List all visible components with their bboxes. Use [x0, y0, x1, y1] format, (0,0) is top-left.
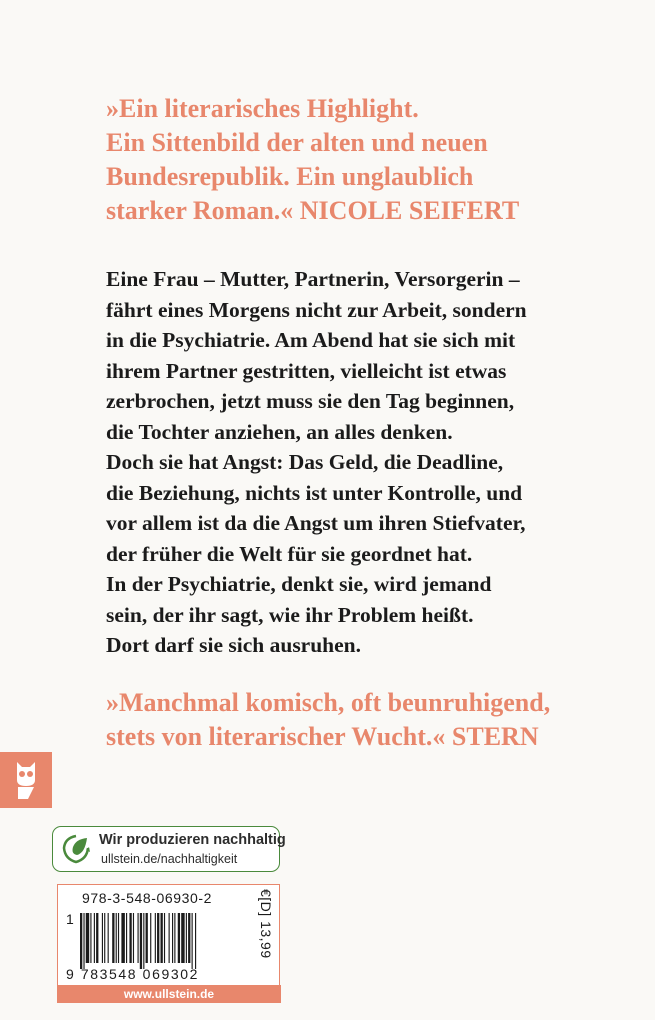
barcode-bar [118, 913, 119, 963]
website-link[interactable]: www.ullstein.de [57, 985, 281, 1003]
barcode-bar [195, 913, 196, 969]
barcode-box [57, 884, 280, 986]
barcode-bars [80, 913, 240, 969]
bottom-quote [106, 686, 626, 754]
barcode-bar [116, 913, 117, 963]
barcode-bar [174, 913, 175, 963]
barcode-bar [138, 913, 139, 963]
barcode-bar [178, 913, 180, 963]
price-block [252, 887, 274, 985]
blurb-line: zerbrochen, jetzt muss sie den Tag beginnen, [106, 389, 515, 413]
barcode-leading-digit: 1 [66, 911, 74, 927]
barcode-bar [188, 913, 190, 963]
barcode-bar [83, 913, 84, 969]
sustainability-url[interactable]: ullstein.de/nachhaltigkeit [101, 852, 238, 866]
barcode-bar [94, 913, 95, 963]
barcode-bar [140, 913, 142, 969]
ean-digits: 9 783548 069302 [66, 966, 199, 982]
barcode-bar [102, 913, 103, 963]
barcode-bar [129, 913, 131, 963]
price-label: €[D] 13,99 [258, 889, 274, 959]
barcode-bar [80, 913, 82, 969]
sustainability-badge [52, 826, 286, 872]
top-quote-line: starker Roman.« NICOLE SEIFERT [106, 196, 520, 225]
barcode-bar [112, 913, 114, 963]
barcode-bar [155, 913, 156, 963]
top-quote-line: »Ein literarisches Highlight. [106, 94, 419, 123]
barcode-bar [150, 913, 151, 963]
leaf-recycle-icon [60, 833, 92, 865]
barcode-bar [157, 913, 159, 963]
blurb-line: fährt eines Morgens nicht zur Arbeit, sondern [106, 297, 527, 322]
blurb-line: Dort darf sie sich ausruhen. [106, 633, 362, 657]
publisher-logo [0, 752, 52, 808]
blurb-line: der früher die Welt für sie geordnet hat. [106, 541, 473, 566]
barcode-bar [164, 913, 165, 963]
barcode-bar [161, 913, 163, 963]
barcode-bar [143, 913, 144, 969]
bottom-quote-line: »Manchmal komisch, oft beunruhigend, [106, 688, 551, 717]
barcode-bar [186, 913, 187, 963]
barcode-bar [108, 913, 109, 963]
blurb-line: Eine Frau – Mutter, Partnerin, Versorgerin – [106, 267, 520, 291]
barcode-bar [86, 913, 89, 963]
barcode-bar [192, 913, 193, 969]
top-quote-line: Bundesrepublik. Ein unglaublich [106, 162, 474, 191]
bottom-quote-line: stets von literarischer Wucht.« STERN [106, 722, 539, 751]
isbn-number: 978-3-548-06930-2 [82, 890, 213, 906]
barcode-bar [169, 913, 170, 963]
blurb-line: ihrem Partner gestritten, vielleicht ist etwas [106, 358, 507, 383]
blurb-line: In der Psychiatrie, denkt sie, wird jemand [106, 572, 492, 596]
owl-icon [14, 760, 38, 800]
sustainability-title: Wir produzieren nachhaltig [99, 832, 286, 848]
barcode-bar [104, 913, 105, 963]
barcode-bar [121, 913, 124, 963]
barcode-bar [96, 913, 98, 963]
barcode-bar [146, 913, 148, 963]
blurb-line: die Beziehung, nichts ist unter Kontrolle, und [106, 480, 523, 505]
barcode-bar [126, 913, 127, 963]
top-quote-line: Ein Sittenbild der alten und neuen [106, 128, 488, 157]
barcode-bar [181, 913, 184, 963]
barcode-bar [172, 913, 173, 963]
barcode-bar [133, 913, 134, 963]
blurb-line: vor allem ist da die Angst um ihren Stiefvater, [106, 511, 526, 535]
book-blurb [106, 264, 626, 661]
top-quote [106, 92, 626, 228]
blurb-line: die Tochter anziehen, an alles denken. [106, 419, 453, 444]
blurb-line: sein, der ihr sagt, wie ihr Problem heißt. [106, 602, 474, 627]
blurb-line: in die Psychiatrie. Am Abend hat sie sich mit [106, 328, 516, 352]
blurb-line: Doch sie hat Angst: Das Geld, die Deadline, [106, 450, 504, 474]
barcode-bar [90, 913, 91, 963]
